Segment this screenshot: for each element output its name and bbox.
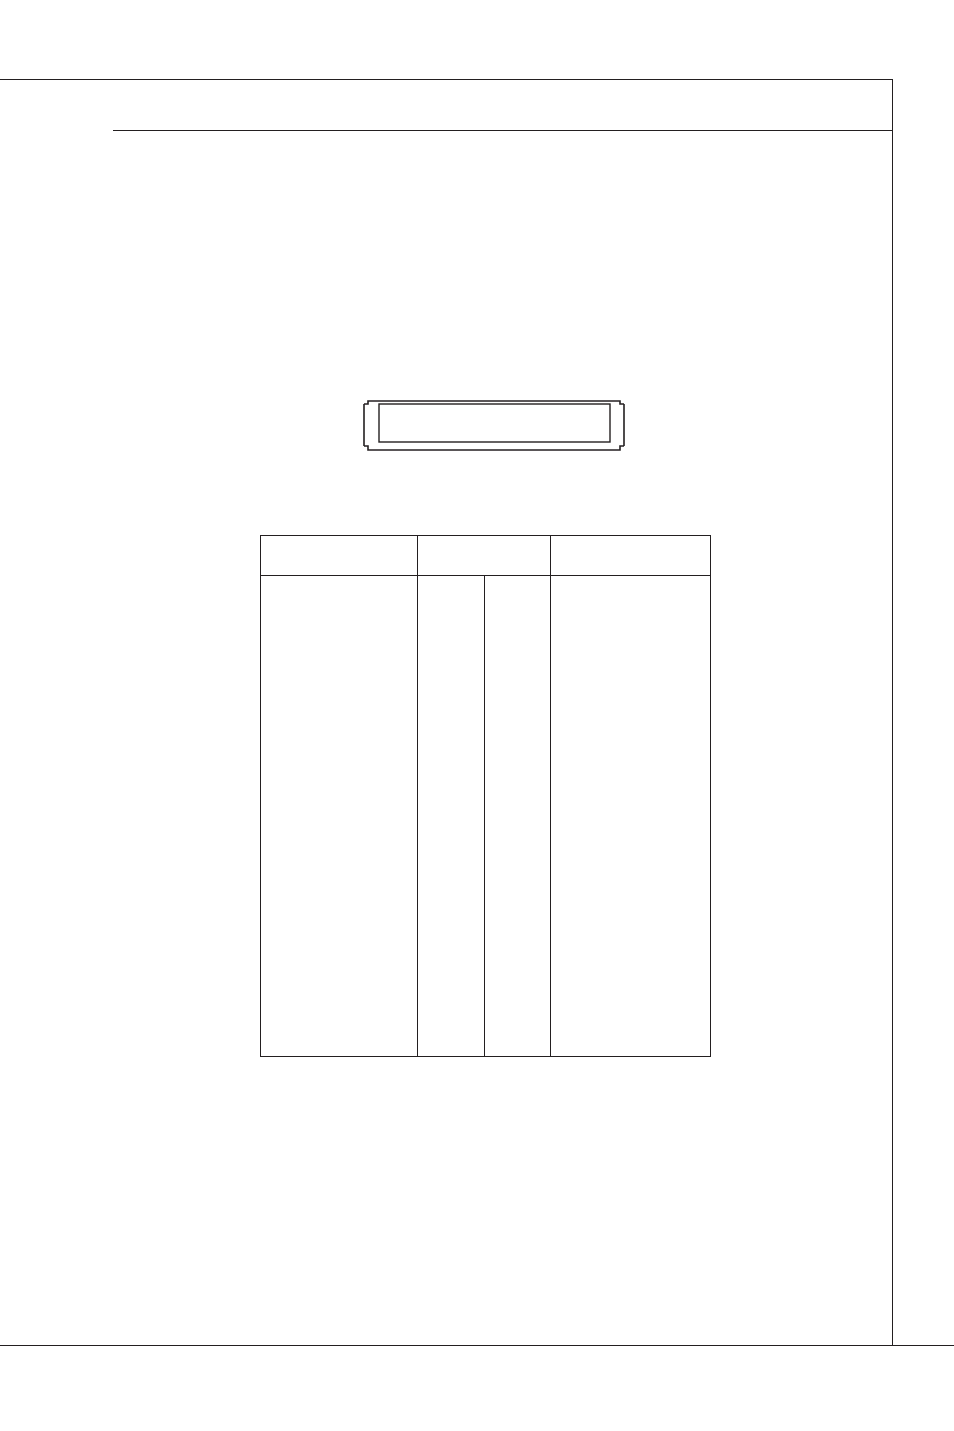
header-underline — [113, 130, 893, 131]
column-divider — [417, 536, 418, 1056]
pin-table — [260, 535, 711, 1057]
column-divider — [550, 536, 551, 1056]
jlvds1-connector-diagram — [330, 395, 660, 455]
top-rule — [0, 79, 893, 80]
right-margin-rule — [892, 79, 893, 1346]
pin-table-header — [261, 536, 710, 576]
bottom-rule — [0, 1345, 954, 1346]
connector-body — [379, 404, 610, 442]
column-divider — [484, 575, 485, 1056]
